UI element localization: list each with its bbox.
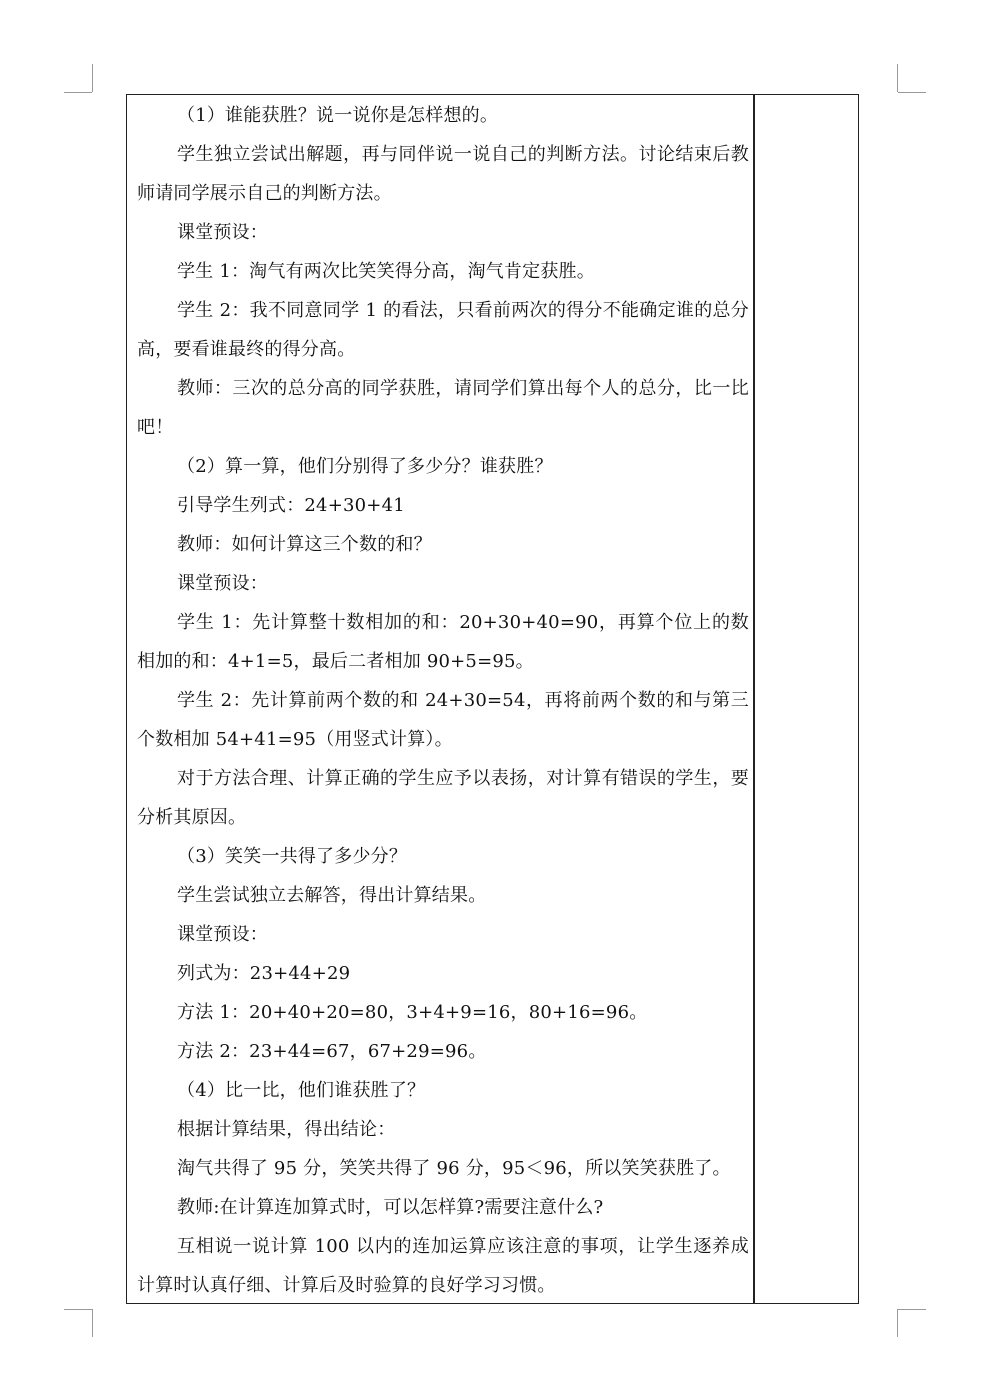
paragraph-praise: 对于方法合理、计算正确的学生应予以表扬，对计算有错误的学生，要分析其原因。 — [137, 768, 749, 828]
paragraph-question-1: （1）谁能获胜？说一说你是怎样想的。 — [177, 105, 499, 126]
paragraph-conclusion: 淘气共得了 95 分，笑笑共得了 96 分，95＜96，所以笑笑获胜了。 — [177, 1158, 731, 1179]
paragraph-formula-2: 列式为：23+44+29 — [177, 963, 351, 984]
paragraph-method-2: 方法 2：23+44=67，67+29=96。 — [177, 1041, 487, 1062]
paragraph-question-2: （2）算一算，他们分别得了多少分？谁获胜？ — [177, 456, 553, 477]
paragraph-teacher-notes: 教师:在计算连加算式时，可以怎样算?需要注意什么? — [177, 1197, 604, 1218]
crop-mark-top-right-v — [897, 64, 898, 92]
paragraph-teacher-how: 教师：如何计算这三个数的和？ — [177, 534, 432, 555]
table-column-divider — [753, 94, 755, 1304]
paragraph-conclusion-intro: 根据计算结果，得出结论： — [177, 1119, 396, 1140]
paragraph-student-2-method: 学生 2：先计算前两个数的和 24+30=54，再将前两个数的和与第三个数相加 54+41=95（用竖式计算）。 — [137, 690, 749, 750]
paragraph-student-2-opinion: 学生 2：我不同意同学 1 的看法，只看前两次的得分不能确定谁的总分高，要看谁最终的得分高。 — [137, 300, 749, 360]
paragraph-student-1-method: 学生 1：先计算整十数相加的和：20+30+40=90，再算个位上的数相加的和：4+1=5，最后二者相加 90+5=95。 — [137, 612, 749, 672]
paragraph-preset-1: 课堂预设： — [177, 222, 268, 243]
paragraph-student-discussion: 学生独立尝试出解题，再与同伴说一说自己的判断方法。讨论结束后教师请同学展示自己的判断方法。 — [137, 144, 749, 204]
paragraph-student-try: 学生尝试独立去解答，得出计算结果。 — [177, 885, 487, 906]
crop-mark-top-left-v — [92, 64, 93, 92]
paragraph-method-1: 方法 1：20+40+20=80，3+4+9=16，80+16=96。 — [177, 1002, 648, 1023]
crop-mark-bottom-left-h — [64, 1309, 92, 1310]
paragraph-question-4: （4）比一比，他们谁获胜了？ — [177, 1080, 426, 1101]
paragraph-preset-2: 课堂预设： — [177, 573, 268, 594]
crop-mark-top-right-h — [898, 92, 926, 93]
paragraph-question-3: （3）笑笑一共得了多少分？ — [177, 846, 408, 867]
paragraph-habits: 互相说一说计算 100 以内的连加运算应该注意的事项，让学生逐养成计算时认真仔细、计算后及时验算的良好学习习惯。 — [137, 1236, 749, 1296]
paragraph-student-1-opinion: 学生 1：淘气有两次比笑笑得分高，淘气肯定获胜。 — [177, 261, 595, 282]
crop-mark-bottom-right-h — [898, 1309, 926, 1310]
crop-mark-bottom-left-v — [92, 1309, 93, 1337]
paragraph-teacher-total: 教师：三次的总分高的同学获胜，请同学们算出每个人的总分，比一比吧！ — [137, 378, 749, 438]
crop-mark-top-left-h — [64, 92, 92, 93]
crop-mark-bottom-right-v — [897, 1309, 898, 1337]
lesson-content — [137, 96, 749, 1305]
paragraph-formula-guide: 引导学生列式：24+30+41 — [177, 495, 405, 516]
paragraph-preset-3: 课堂预设： — [177, 924, 268, 945]
